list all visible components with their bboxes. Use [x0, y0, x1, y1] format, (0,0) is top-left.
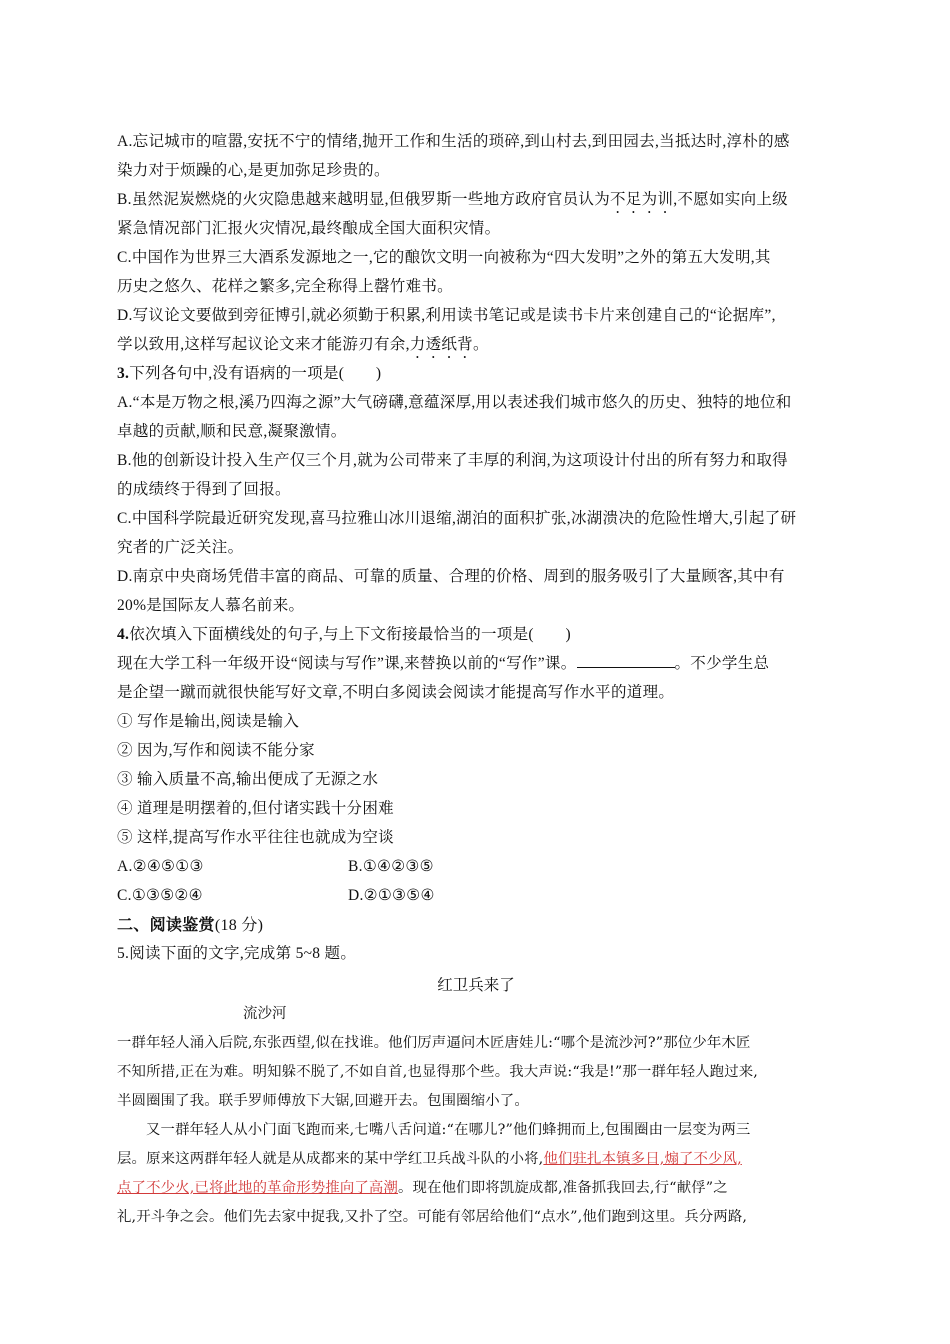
q4-option-b: B.①④②③⑤	[348, 858, 434, 875]
q3-option-c-line2: 究者的广泛关注。	[117, 539, 244, 556]
q2-option-b-line1: B.虽然泥炭燃烧的火灾隐患越来越明显,但俄罗斯一些地方政府官员认为不足为训,不愿如实向上级	[117, 191, 788, 208]
story-para1-line2: 不知所措,正在为难。明知躲不脱了,不如自首,也显得那个些。我大声说:“我是!”那一群年轻人跑过来,	[117, 1064, 759, 1080]
q4-item-4: ④ 道理是明摆着的,但付诸实践十分困难	[117, 800, 394, 817]
q4-options-row2	[117, 881, 835, 910]
story-para2-line4: 礼,开斗争之会。他们先去家中捉我,又扑了空。可能有邻居给他们“点水”,他们跑到这里。兵分两路,	[117, 1209, 748, 1225]
q3-option-a-line2: 卓越的贡献,顺和民意,凝聚激情。	[117, 423, 347, 440]
story-para2-line3: 点了不少火,已将此地的革命形势推向了高潮。现在他们即将凯旋成都,准备抓我回去,行“献俘”之	[117, 1180, 728, 1196]
q4-option-d: D.②①③⑤④	[348, 887, 435, 904]
q2-option-c-line1: C.中国作为世界三大酒系发源地之一,它的酿饮文明一向被称为“四大发明”之外的第五大发明,其	[117, 249, 771, 266]
q2-option-d-line1: D.写议论文要做到旁征博引,就必须勤于积累,利用读书笔记或是读书卡片来创建自己的“论据库”,	[117, 307, 776, 324]
q4-item-3: ③ 输入质量不高,输出便成了无源之水	[117, 771, 379, 788]
q4-item-5: ⑤ 这样,提高写作水平往往也就成为空谈	[117, 829, 394, 846]
section-points: (18 分)	[214, 917, 264, 934]
question-5-intro: 5.阅读下面的文字,完成第 5~8 题。	[117, 945, 357, 962]
q2-option-c-line2: 历史之悠久、花样之繁多,完全称得上罄竹难书。	[117, 278, 453, 295]
q4-option-a: A.②④⑤①③	[117, 858, 204, 875]
q2-option-a-line2: 染力对于烦躁的心,是更加弥足珍贵的。	[117, 162, 390, 179]
highlighted-underline-text: 点了不少火,已将此地的革命形势推向了高潮	[117, 1180, 398, 1196]
q4-passage-line2: 是企望一蹴而就很快能写好文章,不明白多阅读会阅读才能提高写作水平的道理。	[117, 684, 675, 701]
story-para2-line1: 又一群年轻人从小门面飞跑而来,七嘴八舌问道:“在哪儿?”他们蜂拥而上,包围圈由一层变为两三	[146, 1122, 751, 1138]
question-number: 3.	[117, 365, 130, 382]
story-author: 流沙河	[243, 1006, 287, 1022]
document-page	[117, 127, 835, 1232]
emphasis-dots: 力透纸背	[409, 336, 473, 353]
story-title: 红卫兵来了	[437, 976, 515, 994]
q3-option-d-line1: D.南京中央商场凭借丰富的商品、可靠的质量、合理的价格、周到的服务吸引了大量顾客,其中有	[117, 568, 785, 585]
q2-option-b-line2: 紧急情况部门汇报火灾情况,最终酿成全国大面积灾情。	[117, 220, 501, 237]
q4-item-1: ① 写作是输出,阅读是输入	[117, 713, 300, 730]
q4-item-2: ② 因为,写作和阅读不能分家	[117, 742, 315, 759]
question-3-stem: 3.下列各句中,没有语病的一项是( )	[117, 365, 382, 382]
q3-option-b-line2: 的成绩终于得到了回报。	[117, 481, 291, 498]
emphasis-dots: 不足为训	[610, 191, 674, 208]
q3-option-a-line1: A.“本是万物之根,溪乃四海之源”大气磅礴,意蕴深厚,用以表述我们城市悠久的历史、独特的地位和	[117, 394, 792, 411]
q3-option-c-line1: C.中国科学院最近研究发现,喜马拉雅山冰川退缩,湖泊的面积扩张,冰湖溃决的危险性增大,引起了研	[117, 510, 797, 527]
q3-option-d-line2: 20%是国际友人慕名前来。	[117, 597, 305, 614]
q4-passage-line1: 现在大学工科一年级开设“阅读与写作”课,来替换以前的“写作”课。 。不少学生总	[117, 649, 835, 678]
q2-option-a-line1: A.忘记城市的喧嚣,安抚不宁的情绪,抛开工作和生活的琐碎,到山村去,到田园去,当抵达时,淳朴的感	[117, 133, 790, 150]
q4-option-c: C.①③⑤②④	[117, 887, 203, 904]
question-4-stem: 4.依次填入下面横线处的句子,与上下文衔接最恰当的一项是( )	[117, 626, 571, 643]
highlighted-underline-text: 他们驻扎本镇多日,煽了不少风,	[543, 1151, 742, 1167]
fill-in-blank	[577, 651, 675, 668]
question-number: 4.	[117, 626, 130, 643]
q4-options-row1	[117, 852, 835, 881]
story-para1-line1: 一群年轻人涌入后院,东张西望,似在找谁。他们厉声逼问木匠唐娃儿:“哪个是流沙河?”那位少年木匠	[117, 1035, 751, 1051]
q3-option-b-line1: B.他的创新设计投入生产仅三个月,就为公司带来了丰厚的利润,为这项设计付出的所有努力和取得	[117, 452, 788, 469]
q2-option-d-line2: 学以致用,这样写起议论文来才能游刃有余,力透纸背。	[117, 336, 489, 353]
section-heading: 二、阅读鉴赏(18 分)	[117, 915, 264, 934]
story-para1-line3: 半圆圈围了我。联手罗师傅放下大锯,回避开去。包围圈缩小了。	[117, 1093, 529, 1109]
story-para2-line2: 层。原来这两群年轻人就是从成都来的某中学红卫兵战斗队的小将,他们驻扎本镇多日,煽了不少风,	[117, 1151, 742, 1167]
